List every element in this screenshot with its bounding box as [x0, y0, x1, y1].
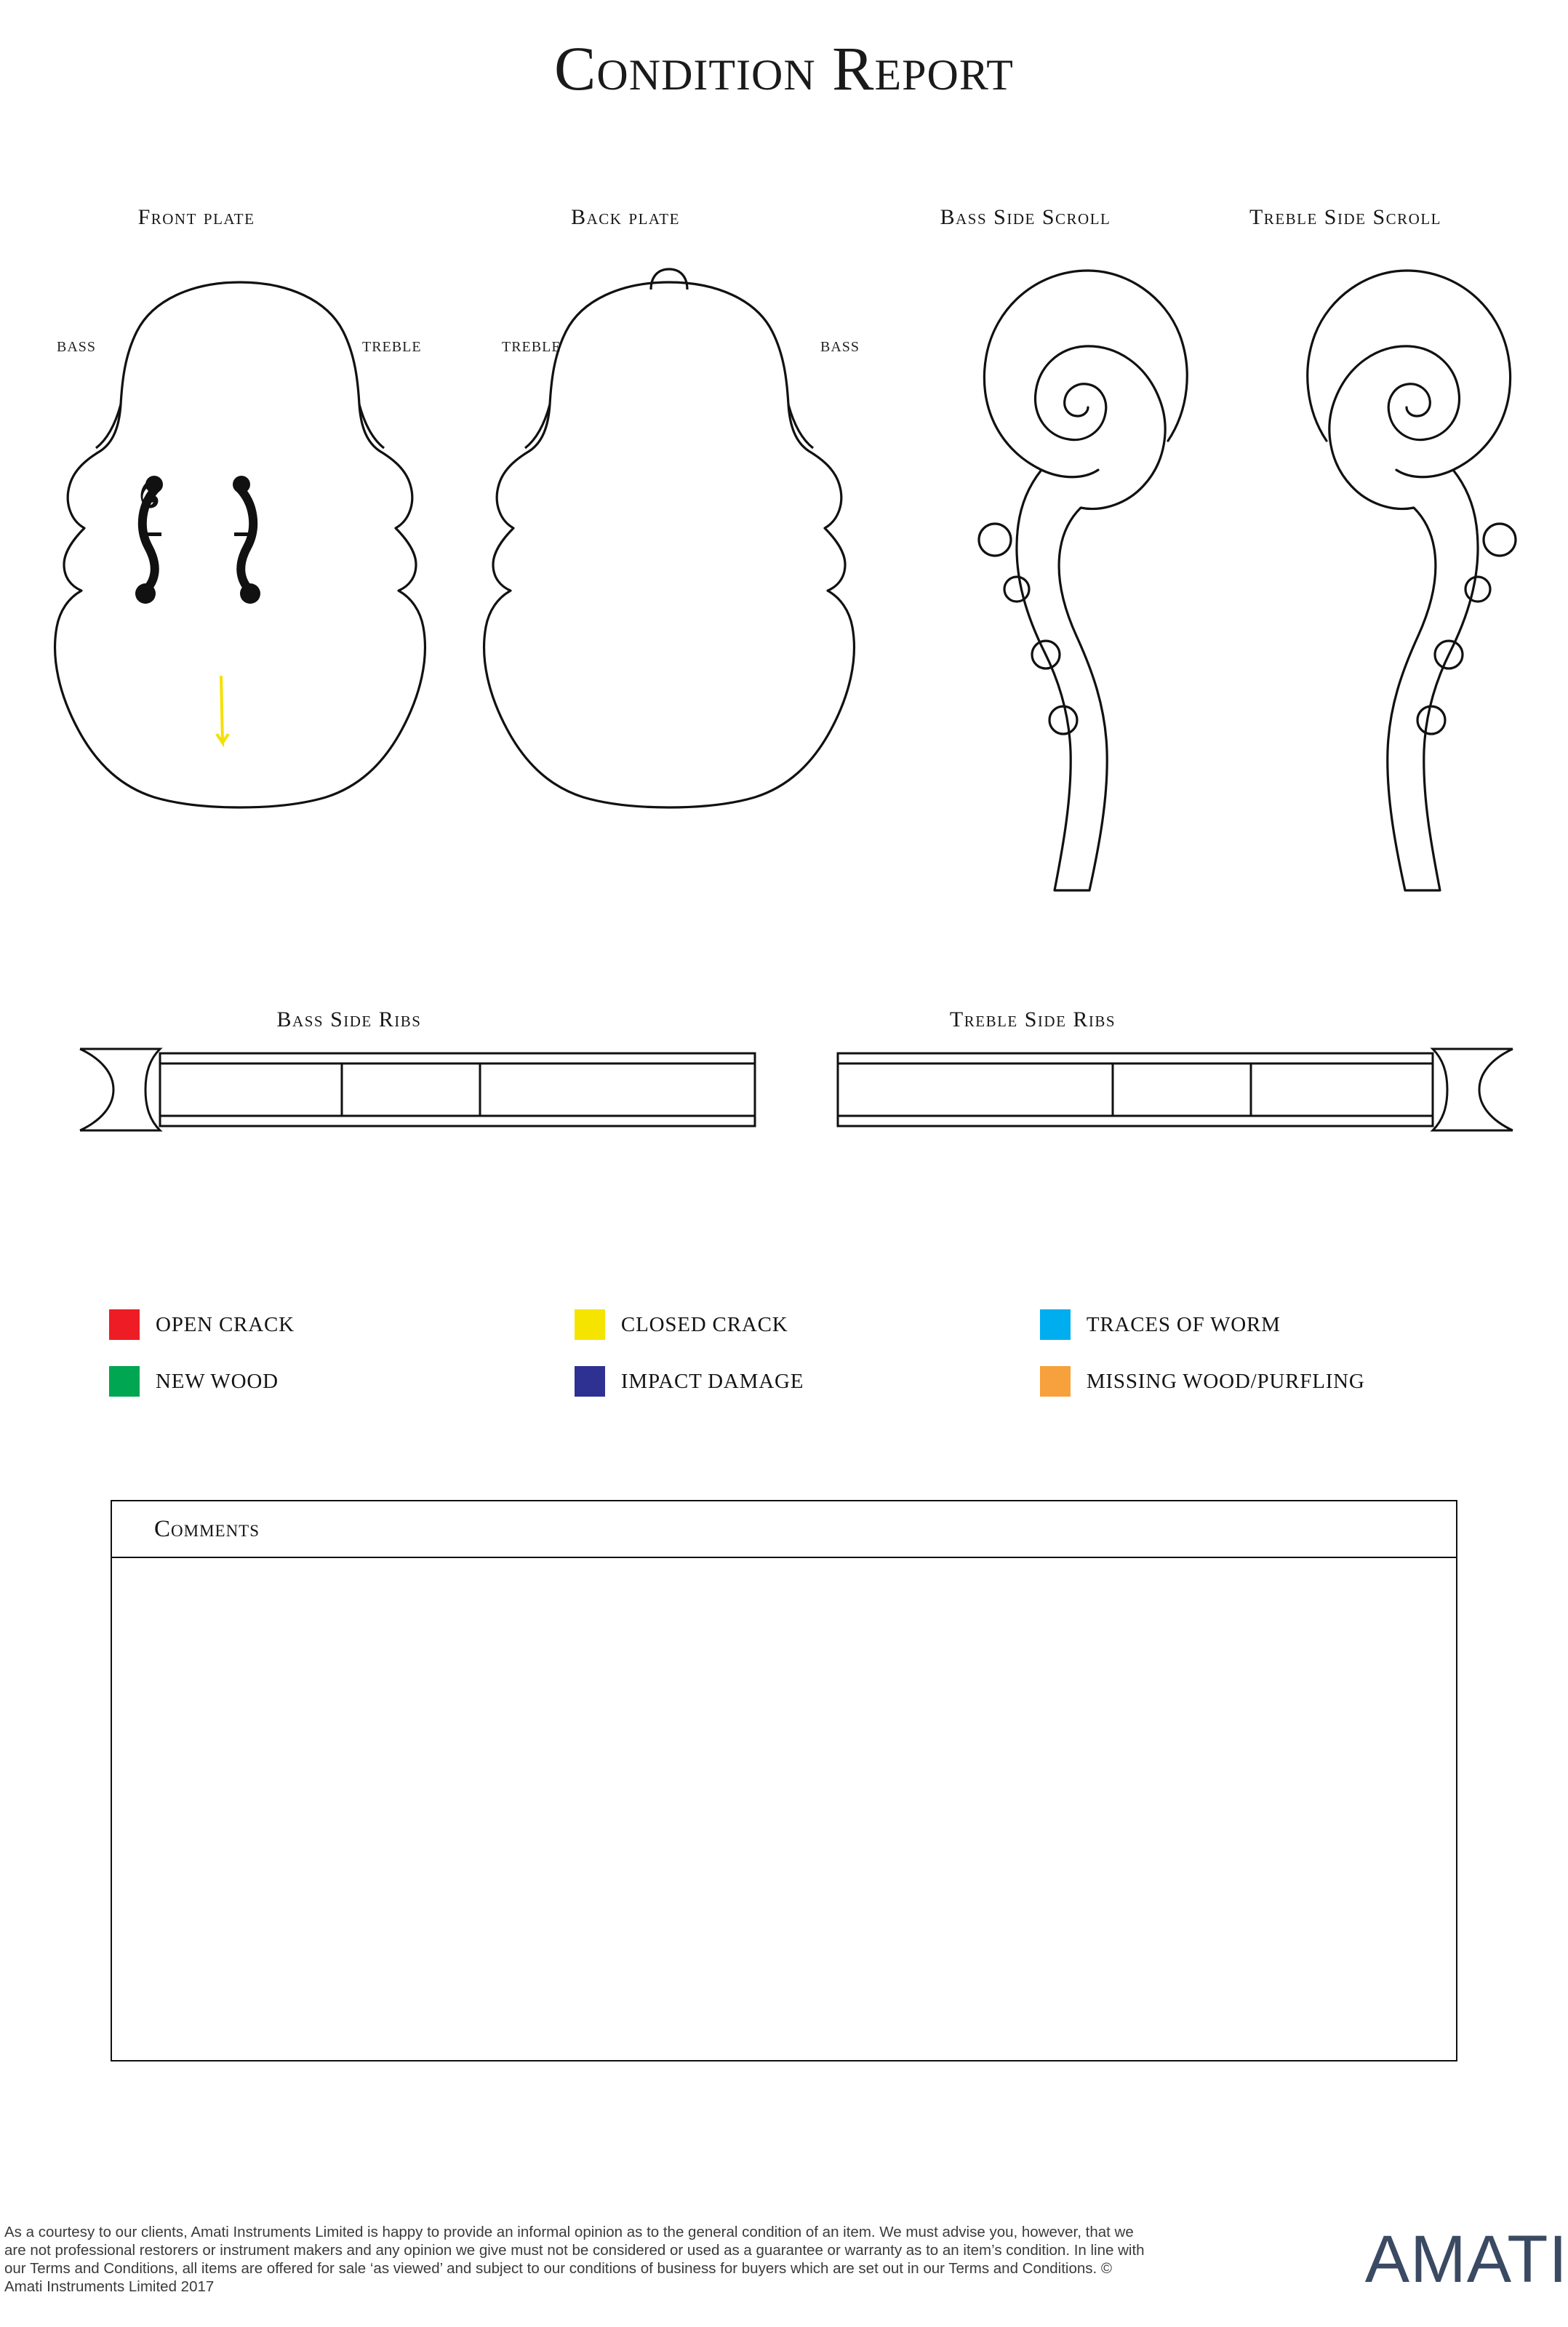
legend-label-new-wood: NEW WOOD [156, 1369, 279, 1393]
bass-scroll-caption: Bass Side Scroll [940, 205, 1111, 229]
traces-of-worm-swatch [1040, 1309, 1071, 1340]
disclaimer-text: As a courtesy to our clients, Amati Instruments Limited is happy to provide an informal opinion as to the general condition of an item. We must advise you, however, that we are not professional restorers or instrument makers and any opinion we give must not be considered or used as a guarantee or warranty as to an item’s condition. In line with our Terms and Conditions, all items are offered for sale ‘as viewed’ and subject to our conditions of business for buyers which are set out in our Terms and Conditions. © Amati Instruments Limited 2017 [4, 2224, 1145, 2295]
treble-scroll-caption: Treble Side Scroll [1249, 205, 1441, 229]
legend-item-new-wood[interactable] [109, 1366, 575, 1397]
legend-item-open-crack[interactable] [109, 1309, 575, 1340]
new-wood-swatch [109, 1366, 140, 1397]
bass-side-scroll-diagram[interactable] [953, 255, 1207, 924]
footer [0, 2213, 1568, 2327]
comments-header [112, 1501, 1456, 1558]
back-plate-diagram[interactable] [465, 247, 873, 946]
amati-logo: AMATI [1364, 2222, 1568, 2296]
legend-item-impact-damage[interactable] [575, 1366, 1040, 1397]
closed-crack-annotation-front-plate[interactable] [211, 673, 240, 760]
treble-side-scroll-diagram[interactable] [1287, 255, 1542, 924]
legend-label-closed-crack: CLOSED CRACK [620, 1312, 788, 1336]
impact-damage-swatch [575, 1366, 605, 1397]
bass-side-ribs-diagram[interactable] [73, 1033, 764, 1149]
comments-box [111, 1500, 1457, 2061]
legend-row-1 [109, 1309, 1505, 1340]
front-plate-treble-label: TREBLE [362, 339, 422, 355]
legend-label-missing-wood: MISSING WOOD/PURFLING [1086, 1369, 1365, 1393]
comments-title: Comments [154, 1515, 260, 1542]
legend-label-impact-damage: IMPACT DAMAGE [620, 1369, 804, 1393]
damage-legend [109, 1309, 1505, 1423]
bass-side-ribs-caption: Bass Side Ribs [276, 1007, 422, 1031]
closed-crack-swatch [575, 1309, 605, 1340]
page-title: Condition Report [554, 33, 1014, 103]
open-crack-swatch [109, 1309, 140, 1340]
treble-side-ribs-diagram[interactable] [829, 1033, 1520, 1149]
front-plate-caption: Front plate [137, 205, 255, 229]
front-plate-bass-label: BASS [57, 339, 97, 355]
back-plate-caption: Back plate [571, 205, 680, 229]
treble-side-ribs-caption: Treble Side Ribs [949, 1007, 1116, 1031]
comments-input[interactable] [112, 1558, 1456, 2060]
legend-label-open-crack: OPEN CRACK [156, 1312, 295, 1336]
back-plate-bass-label: BASS [820, 339, 860, 355]
legend-row-2 [109, 1366, 1505, 1397]
legend-item-missing-wood[interactable] [1040, 1366, 1505, 1397]
legend-item-closed-crack[interactable] [575, 1309, 1040, 1340]
back-plate-treble-label: TREBLE [502, 339, 561, 355]
missing-wood-swatch [1040, 1366, 1071, 1397]
legend-item-traces-of-worm[interactable] [1040, 1309, 1505, 1340]
legend-label-traces-of-worm: TRACES OF WORM [1086, 1312, 1281, 1336]
front-plate-diagram[interactable] [44, 269, 436, 946]
